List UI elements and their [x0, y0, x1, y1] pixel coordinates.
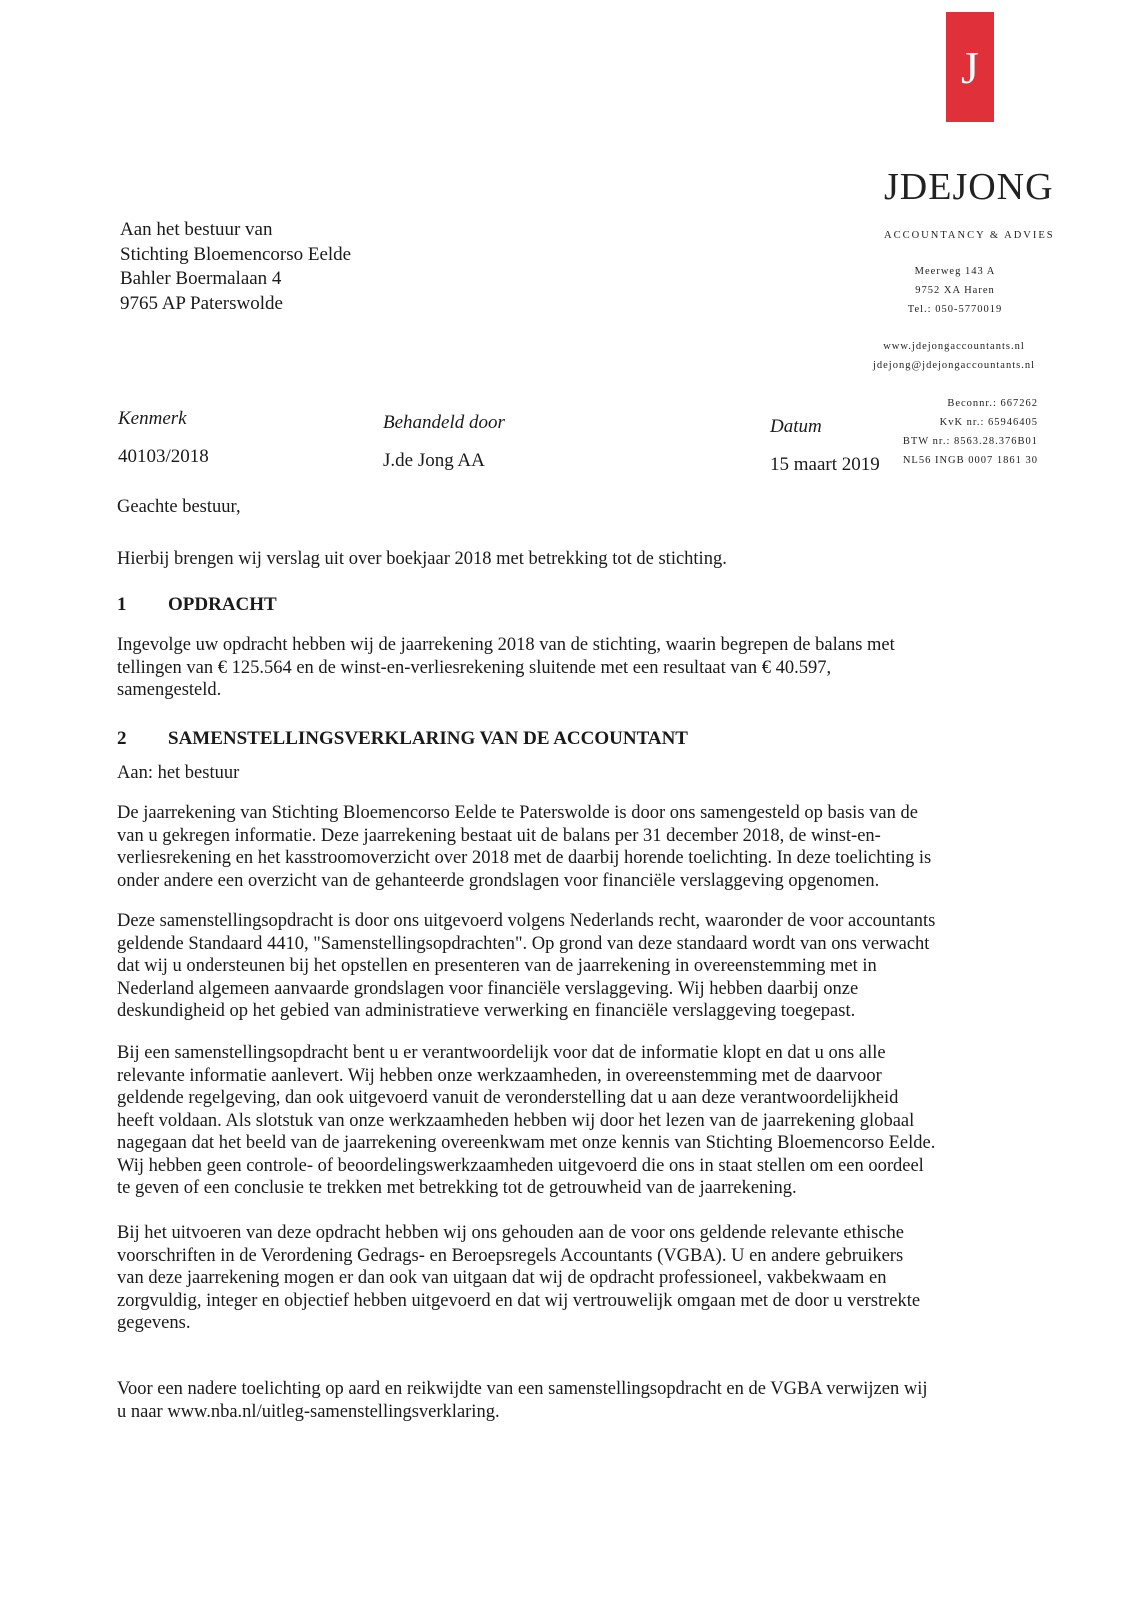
beconnr: Beconnr.: 667262 — [947, 398, 1038, 409]
datum-value: 15 maart 2019 — [770, 454, 880, 475]
kenmerk-label: Kenmerk — [118, 408, 187, 429]
text-line: De jaarrekening van Stichting Bloemencorso Eelde te Paterswolde is door ons samengesteld op basis van de — [117, 803, 918, 823]
text-line: Bij het uitvoeren van deze opdracht hebben wij ons gehouden aan de voor ons geldende relevante ethische — [117, 1223, 904, 1243]
company-web — [860, 337, 1048, 375]
kenmerk-value: 40103/2018 — [118, 446, 209, 467]
address-street: Meerweg 143 A — [914, 266, 996, 277]
text-line: zorgvuldig, integer en objectief hebben uitgevoerd en dat wij vertrouwelijk omgaan met de door u verstrekte — [117, 1290, 921, 1311]
recipient-line: Stichting Bloemencorso Eelde — [120, 243, 352, 265]
company-registry — [868, 394, 1038, 470]
text-line: geldende regelgeving, dan ook uitgevoerd vanuit de veronderstelling dat u aan deze verantwoordelijkheid — [117, 1088, 899, 1108]
paragraph-responsibility — [117, 1042, 1037, 1200]
text-line: van deze jaarrekening mogen er dan ook van uitgaan dat wij de opdracht professioneel, vakbekwaam en — [117, 1268, 887, 1288]
kvk-number: KvK nr.: 65946405 — [939, 417, 1038, 428]
iban: NL56 INGB 0007 1861 30 — [902, 455, 1038, 466]
text-line: geldende Standaard 4410, "Samenstellingsopdrachten". Op grond van deze standaard wordt van ons verwacht — [117, 933, 930, 954]
text-line: Ingevolge uw opdracht hebben wij de jaarrekening 2018 van de stichting, waarin begrepen de balans met — [117, 635, 895, 655]
text-line: Nederland algemeen aanvaarde grondslagen voor financiële verslaggeving. Wij hebben daarbij onze — [117, 978, 859, 999]
logo-letter: J — [961, 41, 979, 93]
btw-number: BTW nr.: 8563.28.376B01 — [902, 436, 1038, 447]
text-line: deskundigheid op het gebied van administratieve verwerking en financiële verslaggeving toegepast. — [117, 1001, 856, 1021]
brand-name: JDEJONG — [884, 166, 1054, 208]
company-address — [890, 262, 1020, 319]
section-2-title: SAMENSTELLINGSVERKLARING VAN DE ACCOUNTANT — [168, 728, 688, 749]
recipient-line: Bahler Boermalaan 4 — [120, 268, 282, 289]
email-link[interactable]: jdejong@jdejongaccountants.nl — [872, 360, 1035, 371]
text-line: Bij een samenstellingsopdracht bent u er verantwoordelijk voor dat de informatie klopt en dat u ons alle — [117, 1043, 886, 1063]
recipient-address — [120, 218, 351, 316]
text-line: Deze samenstellingsopdracht is door ons uitgevoerd volgens Nederlands recht, waaronder de voor accountants — [117, 911, 936, 931]
recipient-line: 9765 AP Paterswolde — [120, 292, 283, 314]
datum-label: Datum — [770, 416, 822, 437]
text-line: relevante informatie aanlevert. Wij hebben onze werkzaamheden, in overeenstemming met de daarvoor — [117, 1065, 882, 1086]
section-2-addressee: Aan: het bestuur — [117, 763, 240, 783]
paragraph-ethics — [117, 1222, 1037, 1335]
text-line: u naar www.nba.nl/uitleg-samenstellingsverklaring. — [117, 1401, 500, 1422]
address-phone: Tel.: 050-5770019 — [907, 304, 1003, 315]
section-1-paragraph — [117, 634, 1017, 702]
salutation: Geachte bestuur, — [117, 497, 241, 517]
text-line: verliesrekening en het kasstroomoverzicht over 2018 met de daarbij horende toelichting. In deze toelichting is — [117, 848, 932, 868]
text-line: voorschriften in de Verordening Gedrags- en Beroepsregels Accountants (VGBA). U en andere gebruikers — [117, 1245, 904, 1266]
text-line: Wij hebben geen controle- of beoordelingswerkzaamheden uitgevoerd die ons in staat stellen om een oordeel — [117, 1155, 924, 1176]
brand-subtitle: ACCOUNTANCY & ADVIES — [884, 230, 1055, 241]
behandeld-value: J.de Jong AA — [383, 450, 485, 471]
text-line: gegevens. — [117, 1313, 191, 1333]
text-line: samengesteld. — [117, 680, 222, 700]
text-line: Voor een nadere toelichting op aard en reikwijdte van een samenstellingsopdracht en de VGBA verwijzen wij — [117, 1379, 928, 1399]
text-line: nagegaan dat het beeld van de jaarrekening overeenkwam met onze kennis van Stichting Bloemencorso Eelde. — [117, 1133, 936, 1153]
address-city: 9752 XA Haren — [915, 285, 995, 296]
section-2-number: 2 — [117, 728, 127, 749]
paragraph-compilation — [117, 802, 1037, 892]
text-line: te geven of een conclusie te trekken met betrekking tot de getrouwheid van de jaarrekening. — [117, 1178, 797, 1198]
section-1-title: OPDRACHT — [168, 594, 277, 615]
text-line: dat wij u ondersteunen bij het opstellen en presenteren van de jaarrekening in overeenstemming met in — [117, 956, 877, 976]
paragraph-standard — [117, 910, 1037, 1023]
company-logo — [946, 12, 994, 122]
text-line: tellingen van € 125.564 en de winst-en-verliesrekening sluitende met een resultaat van € 40.597, — [117, 657, 832, 678]
paragraph-reference — [117, 1378, 1037, 1423]
section-1-number: 1 — [117, 594, 127, 615]
text-line: heeft voldaan. Als slotstuk van onze werkzaamheden hebben wij door het lezen van de jaarrekening globaal — [117, 1110, 915, 1131]
website-link[interactable]: www.jdejongaccountants.nl — [883, 341, 1025, 352]
intro-paragraph: Hierbij brengen wij verslag uit over boekjaar 2018 met betrekking tot de stichting. — [117, 549, 727, 569]
text-line: onder andere een overzicht van de gehanteerde grondslagen voor financiële verslaggeving opgenomen. — [117, 870, 880, 891]
recipient-line: Aan het bestuur van — [120, 219, 273, 240]
text-line: van u gekregen informatie. Deze jaarrekening bestaat uit de balans per 31 december 2018, de winst-en- — [117, 825, 881, 846]
behandeld-label: Behandeld door — [383, 412, 505, 433]
